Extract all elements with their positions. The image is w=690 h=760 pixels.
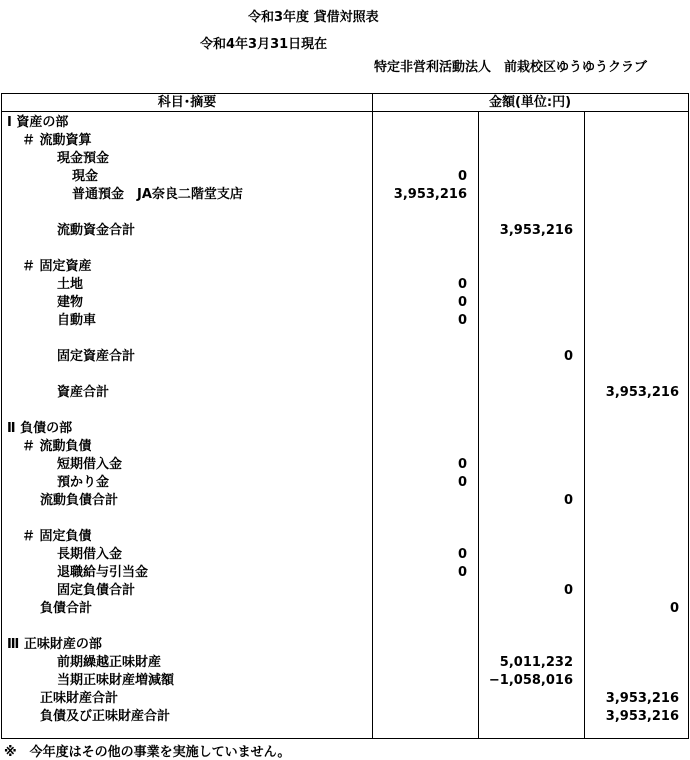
amount-c3: 3,953,216 [605, 385, 679, 400]
amount-c3: 0 [669, 601, 679, 616]
table-row [2, 456, 688, 474]
table-row [2, 528, 688, 546]
table-row [2, 132, 688, 150]
row-label: 流動負債合計 [40, 493, 119, 508]
amount-c2: 0 [563, 349, 573, 364]
table-row [2, 582, 688, 600]
table-row [2, 114, 688, 132]
table-row [2, 258, 688, 276]
row-label: Ⅱ 負債の部 [7, 421, 73, 436]
amount-c1: 0 [457, 457, 467, 472]
amount-c3: 3,953,216 [605, 691, 679, 706]
row-label: ＃ 流動資算 [22, 133, 92, 148]
table-row [2, 222, 688, 240]
amount-c1: 0 [457, 169, 467, 184]
row-label: 普通預金 JA奈良二階堂支店 [72, 187, 243, 202]
row-label: 負債及び正味財産合計 [40, 709, 171, 724]
row-label: 預かり金 [57, 475, 110, 490]
amount-c1: 0 [457, 277, 467, 292]
row-label: ＃ 流動負債 [22, 439, 92, 454]
table-row [2, 618, 688, 636]
row-label: ＃ 固定資産 [22, 259, 92, 274]
table-row [2, 600, 688, 618]
row-label: 自動車 [57, 313, 97, 328]
row-label: Ⅲ 正味財産の部 [7, 637, 102, 652]
column-header-item: 科目･摘要 [157, 95, 217, 110]
header-divider [2, 111, 688, 112]
column-header-amount: 金額(単位:円) [488, 95, 572, 110]
table-row [2, 672, 688, 690]
row-label: Ⅰ 資産の部 [7, 115, 69, 130]
row-label: 正味財産合計 [40, 691, 119, 706]
row-label: 流動資金合計 [57, 223, 136, 238]
amount-c1: 0 [457, 565, 467, 580]
table-row [2, 204, 688, 222]
table-row [2, 168, 688, 186]
table-row [2, 312, 688, 330]
table-row [2, 438, 688, 456]
table-row [2, 420, 688, 438]
table-row [2, 330, 688, 348]
table-row [2, 186, 688, 204]
table-row [2, 510, 688, 528]
row-label: 前期繰越正味財産 [57, 655, 162, 670]
amount-c2: 5,011,232 [499, 655, 573, 670]
table-row [2, 654, 688, 672]
amount-c1: 0 [457, 475, 467, 490]
table-row [2, 564, 688, 582]
row-label: 長期借入金 [57, 547, 123, 562]
row-label: 負債合計 [40, 601, 93, 616]
table-row [2, 294, 688, 312]
amount-c1: 0 [457, 313, 467, 328]
table-row [2, 366, 688, 384]
table-row [2, 690, 688, 708]
row-label: 退職給与引当金 [57, 565, 149, 580]
table-row [2, 348, 688, 366]
row-label: 固定負債合計 [57, 583, 136, 598]
row-label: 建物 [57, 295, 84, 310]
footnote: ※ 今年度はその他の事業を実施していません。 [4, 745, 291, 760]
row-label: 現金預金 [57, 151, 110, 166]
amount-c2: 0 [563, 583, 573, 598]
table-row [2, 546, 688, 564]
amount-c2: 0 [563, 493, 573, 508]
table-row [2, 474, 688, 492]
amount-c2: −1,058,016 [488, 673, 573, 688]
table-row [2, 492, 688, 510]
table-row [2, 636, 688, 654]
amount-c1: 0 [457, 547, 467, 562]
row-label: 当期正味財産増減額 [57, 673, 175, 688]
table-row [2, 708, 688, 726]
amount-c3: 3,953,216 [605, 709, 679, 724]
row-label: 資産合計 [57, 385, 110, 400]
row-label: 固定資産合計 [57, 349, 136, 364]
table-row [2, 240, 688, 258]
row-label: 短期借入金 [57, 457, 123, 472]
document-title: 令和3年度 貸借対照表 [248, 10, 379, 25]
amount-c1: 0 [457, 295, 467, 310]
row-label: 土地 [57, 277, 84, 292]
organization-name: 特定非営利活動法人 前栽校区ゆうゆうクラブ [374, 60, 648, 75]
table-row [2, 402, 688, 420]
amount-c2: 3,953,216 [499, 223, 573, 238]
balance-sheet-table [1, 93, 689, 739]
row-label: 現金 [72, 169, 99, 184]
table-row [2, 384, 688, 402]
as-of-date: 令和4年3月31日現在 [200, 37, 328, 52]
table-row [2, 150, 688, 168]
row-label: ＃ 固定負債 [22, 529, 92, 544]
table-row [2, 276, 688, 294]
amount-c1: 3,953,216 [393, 187, 467, 202]
